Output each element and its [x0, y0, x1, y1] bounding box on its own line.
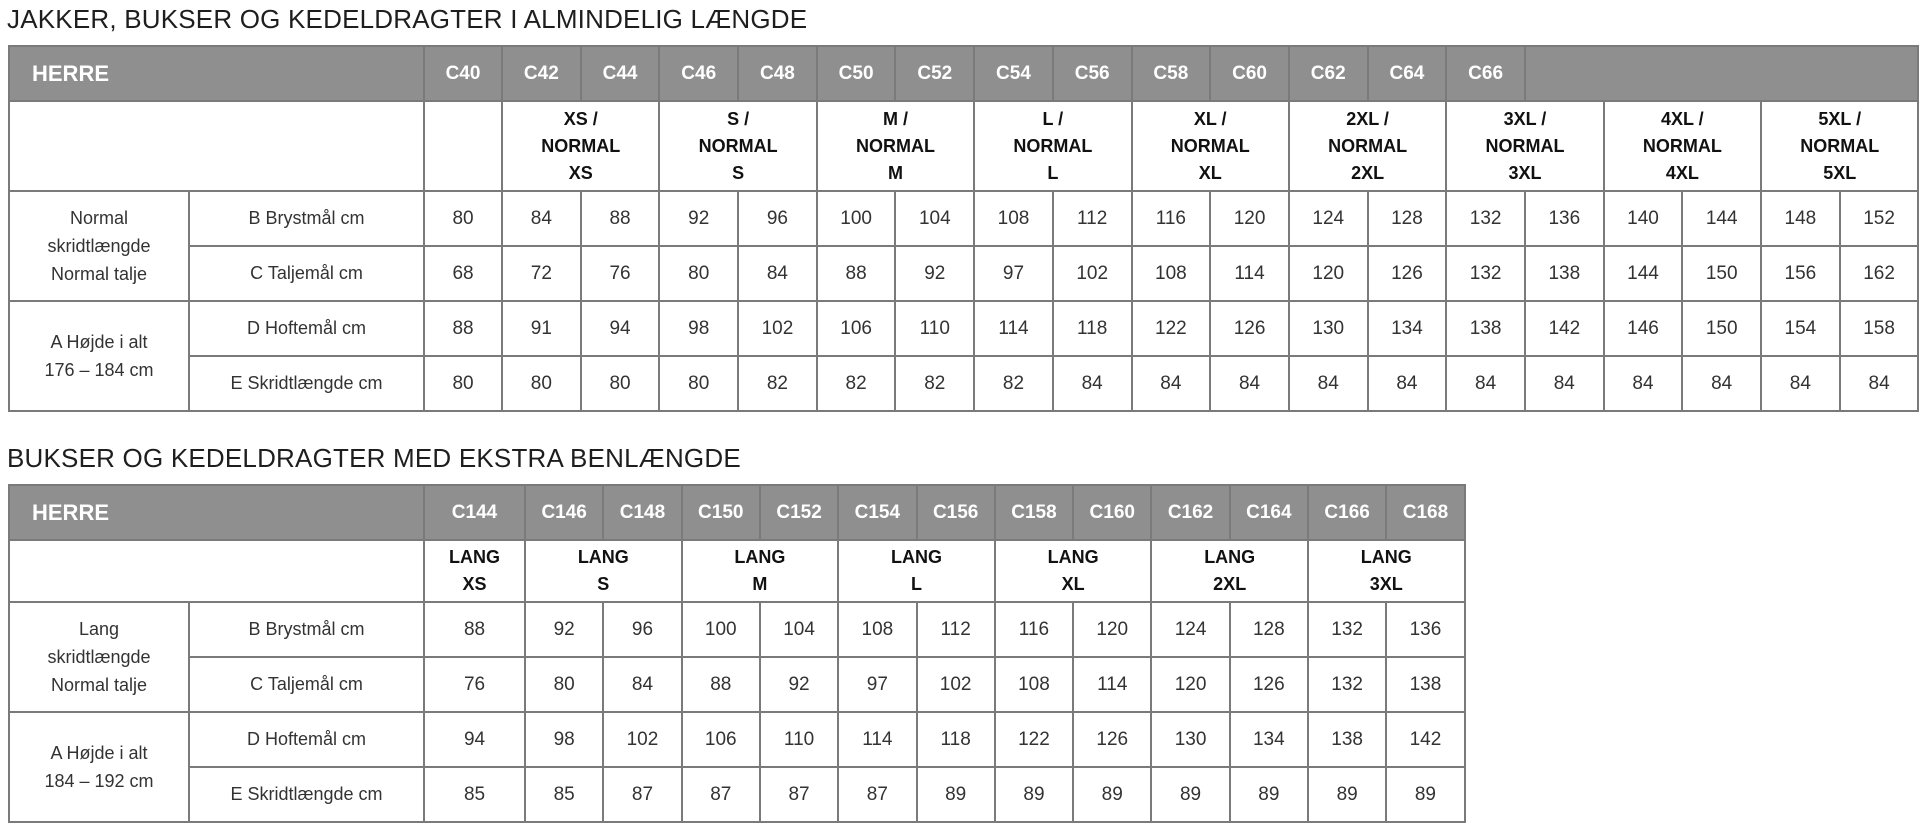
table-cell: 130	[1289, 301, 1368, 356]
size-label-line: LANG	[1360, 547, 1412, 567]
size-label-blank	[9, 540, 424, 602]
table-cell: 126	[1073, 712, 1151, 767]
table-cell: 134	[1368, 301, 1447, 356]
size-code: C56	[1053, 46, 1132, 101]
table-cell: 106	[817, 301, 896, 356]
row-group-label-line: 176 – 184 cm	[44, 360, 154, 380]
size-label-line: 3XL	[1508, 162, 1542, 183]
table-cell: 80	[581, 356, 660, 411]
table-cell: 84	[1053, 356, 1132, 411]
table-cell: 89	[1386, 767, 1464, 822]
table-cell: 80	[659, 246, 738, 301]
table-cell: 104	[895, 191, 974, 246]
table-cell: 98	[525, 712, 603, 767]
size-label-line: NORMAL	[1170, 135, 1250, 156]
size-label-line: 4XL /	[1660, 108, 1704, 129]
table-cell: 112	[917, 602, 995, 657]
size-label	[682, 540, 839, 602]
table-cell: 128	[1230, 602, 1308, 657]
size-label	[817, 101, 974, 191]
size-label-line: XS	[462, 574, 487, 594]
row-group-label-line: skridtlængde	[47, 647, 151, 667]
measurement-label: C Taljemål cm	[189, 657, 424, 712]
table-cell: 82	[895, 356, 974, 411]
table-cell: 114	[1073, 657, 1151, 712]
section-title-extra-length: BUKSER OG KEDELDRAGTER MED EKSTRA BENLÆNGDE	[7, 443, 741, 473]
size-label	[424, 101, 502, 191]
size-code: C162	[1151, 485, 1229, 540]
size-code: C60	[1210, 46, 1289, 101]
table-cell: 76	[581, 246, 660, 301]
table-cell: 152	[1840, 191, 1919, 246]
table-cell: 89	[1308, 767, 1386, 822]
measurement-label: B Brystmål cm	[189, 602, 424, 657]
table-cell: 138	[1525, 246, 1604, 301]
size-label-line: LANG	[577, 547, 629, 567]
table-cell: 132	[1446, 246, 1525, 301]
size-label	[995, 540, 1152, 602]
table-cell: 132	[1308, 657, 1386, 712]
section-title-normal-length: JAKKER, BUKSER OG KEDELDRAGTER I ALMINDELIG LÆNGDE	[7, 4, 808, 34]
size-label-line: M	[887, 162, 903, 183]
size-code: C50	[817, 46, 896, 101]
table-cell: 112	[1053, 191, 1132, 246]
table-cell: 82	[974, 356, 1053, 411]
header-row	[9, 46, 1918, 101]
table-cell: 132	[1308, 602, 1386, 657]
table-cell: 87	[760, 767, 838, 822]
table-cell: 108	[995, 657, 1073, 712]
table-cell: 118	[917, 712, 995, 767]
table-cell: 142	[1386, 712, 1464, 767]
size-label-row	[9, 540, 1465, 602]
size-label-line: XL /	[1193, 108, 1227, 129]
table-cell: 120	[1073, 602, 1151, 657]
size-code: C146	[525, 485, 603, 540]
size-code: C154	[838, 485, 916, 540]
table-cell: 156	[1761, 246, 1840, 301]
table-cell: 82	[817, 356, 896, 411]
table-cell: 94	[424, 712, 525, 767]
row-group-label-line: Normal	[69, 208, 128, 228]
measurement-label: E Skridtlængde cm	[189, 356, 424, 411]
size-code: C158	[995, 485, 1073, 540]
size-label-line: M /	[882, 108, 908, 129]
size-label	[1289, 101, 1446, 191]
table-cell: 126	[1230, 657, 1308, 712]
size-code: C54	[974, 46, 1053, 101]
size-code: C66	[1446, 46, 1525, 101]
row-group-label	[9, 301, 189, 411]
size-label-line: L	[1047, 162, 1059, 183]
table-cell: 72	[502, 246, 581, 301]
table-cell: 110	[895, 301, 974, 356]
size-label-line: LANG	[1047, 547, 1099, 567]
size-code: C152	[760, 485, 838, 540]
size-code: C160	[1073, 485, 1151, 540]
table-cell: 84	[502, 191, 581, 246]
table-cell: 88	[424, 301, 502, 356]
table-cell: 132	[1446, 191, 1525, 246]
table-cell: 96	[738, 191, 817, 246]
measurement-label: E Skridtlængde cm	[189, 767, 424, 822]
table-cell: 87	[603, 767, 681, 822]
table-row	[9, 356, 1918, 411]
size-label-line: LANG	[449, 547, 501, 567]
size-code: C46	[659, 46, 738, 101]
table-cell: 87	[838, 767, 916, 822]
table-cell: 102	[738, 301, 817, 356]
table-cell: 138	[1386, 657, 1464, 712]
row-group-label	[9, 712, 189, 822]
row-group-label-line: 184 – 192 cm	[44, 771, 154, 791]
table-cell: 120	[1289, 246, 1368, 301]
table-cell: 108	[838, 602, 916, 657]
table-cell: 84	[1289, 356, 1368, 411]
size-label-line: 4XL	[1665, 162, 1699, 183]
table-cell: 128	[1368, 191, 1447, 246]
size-label-line: XS	[568, 162, 593, 183]
size-label-line: XL	[1061, 574, 1085, 594]
size-code: C156	[917, 485, 995, 540]
size-label-row	[9, 101, 1918, 191]
table-cell: 84	[1840, 356, 1919, 411]
table-cell: 104	[760, 602, 838, 657]
table-cell: 138	[1446, 301, 1525, 356]
table-cell: 142	[1525, 301, 1604, 356]
table-cell: 84	[1210, 356, 1289, 411]
size-code: C164	[1230, 485, 1308, 540]
table-cell: 84	[1682, 356, 1761, 411]
size-code: C58	[1132, 46, 1211, 101]
measurement-label: C Taljemål cm	[189, 246, 424, 301]
table-cell: 82	[738, 356, 817, 411]
size-label	[525, 540, 682, 602]
row-group-label-line: skridtlængde	[47, 236, 151, 256]
measurement-label: B Brystmål cm	[189, 191, 424, 246]
table-cell: 140	[1604, 191, 1683, 246]
table-cell: 144	[1682, 191, 1761, 246]
table-cell: 122	[995, 712, 1073, 767]
size-label-line: 3XL	[1369, 574, 1403, 594]
table-cell: 100	[682, 602, 760, 657]
size-table-normal-length	[8, 45, 1919, 412]
table-cell: 84	[738, 246, 817, 301]
table-cell: 88	[581, 191, 660, 246]
size-label-line: NORMAL	[1800, 135, 1880, 156]
table-cell: 89	[1073, 767, 1151, 822]
table-cell: 122	[1132, 301, 1211, 356]
table-cell: 138	[1308, 712, 1386, 767]
table-cell: 92	[525, 602, 603, 657]
table-cell: 80	[525, 657, 603, 712]
size-label-line: M	[752, 574, 768, 594]
size-label-blank	[9, 101, 424, 191]
table-cell: 110	[760, 712, 838, 767]
size-code: C42	[502, 46, 581, 101]
size-label	[502, 101, 659, 191]
table-cell: 85	[424, 767, 525, 822]
table-cell: 88	[424, 602, 525, 657]
size-code: C40	[424, 46, 502, 101]
table-cell: 84	[1604, 356, 1683, 411]
size-label-line: S	[597, 574, 610, 594]
size-label-line: LANG	[1204, 547, 1256, 567]
table-cell: 126	[1368, 246, 1447, 301]
table-cell: 114	[974, 301, 1053, 356]
size-code: C62	[1289, 46, 1368, 101]
size-label	[1761, 101, 1918, 191]
size-label-line: XS /	[563, 108, 598, 129]
table-cell: 134	[1230, 712, 1308, 767]
table-cell: 80	[659, 356, 738, 411]
table-cell: 84	[1525, 356, 1604, 411]
table-cell: 84	[1446, 356, 1525, 411]
table-cell: 97	[838, 657, 916, 712]
size-code: C52	[895, 46, 974, 101]
size-label	[1308, 540, 1465, 602]
size-label	[1604, 101, 1761, 191]
table-cell: 89	[1151, 767, 1229, 822]
row-group-label	[9, 602, 189, 712]
size-label-line: NORMAL	[1328, 135, 1408, 156]
table-row	[9, 712, 1465, 767]
row-group-label	[9, 191, 189, 301]
size-label-line: S	[732, 162, 745, 183]
size-code: C144	[424, 485, 525, 540]
table-row	[9, 767, 1465, 822]
row-group-label-line: A Højde i alt	[50, 332, 148, 352]
table-cell: 84	[603, 657, 681, 712]
size-label	[1132, 101, 1289, 191]
table-cell: 89	[995, 767, 1073, 822]
measurement-label: D Hoftemål cm	[189, 301, 424, 356]
table-cell: 76	[424, 657, 525, 712]
table-cell: 144	[1604, 246, 1683, 301]
table-cell: 92	[760, 657, 838, 712]
table-cell: 88	[817, 246, 896, 301]
table-cell: 118	[1053, 301, 1132, 356]
table-cell: 98	[659, 301, 738, 356]
size-code: C48	[738, 46, 817, 101]
table-cell: 114	[838, 712, 916, 767]
size-label	[974, 101, 1131, 191]
size-label-line: NORMAL	[698, 135, 778, 156]
table-cell: 89	[1230, 767, 1308, 822]
size-label	[1446, 101, 1603, 191]
size-label-line: NORMAL	[1485, 135, 1565, 156]
table-cell: 92	[895, 246, 974, 301]
table-cell: 108	[1132, 246, 1211, 301]
table-cell: 148	[1761, 191, 1840, 246]
table-cell: 116	[995, 602, 1073, 657]
header-label: HERRE	[9, 485, 424, 540]
table-cell: 89	[917, 767, 995, 822]
table-cell: 80	[424, 356, 502, 411]
table-cell: 102	[603, 712, 681, 767]
table-cell: 136	[1525, 191, 1604, 246]
table-cell: 106	[682, 712, 760, 767]
table-cell: 126	[1210, 301, 1289, 356]
size-code: C148	[603, 485, 681, 540]
header-empty	[1525, 46, 1918, 101]
size-code: C44	[581, 46, 660, 101]
table-cell: 94	[581, 301, 660, 356]
table-cell: 87	[682, 767, 760, 822]
table-cell: 84	[1368, 356, 1447, 411]
size-code: C150	[682, 485, 760, 540]
size-label-line: NORMAL	[855, 135, 935, 156]
table-cell: 80	[424, 191, 502, 246]
table-cell: 114	[1210, 246, 1289, 301]
row-group-label-line: Lang	[78, 619, 120, 639]
size-label-line: 5XL /	[1818, 108, 1862, 129]
table-cell: 146	[1604, 301, 1683, 356]
table-cell: 162	[1840, 246, 1919, 301]
table-cell: 130	[1151, 712, 1229, 767]
table-row	[9, 191, 1918, 246]
table-cell: 80	[502, 356, 581, 411]
size-label-line: NORMAL	[1013, 135, 1093, 156]
table-cell: 124	[1289, 191, 1368, 246]
table-cell: 68	[424, 246, 502, 301]
size-label-line: 2XL	[1213, 574, 1247, 594]
table-cell: 154	[1761, 301, 1840, 356]
size-label	[659, 101, 816, 191]
table-cell: 102	[917, 657, 995, 712]
table-cell: 150	[1682, 246, 1761, 301]
size-label	[838, 540, 995, 602]
size-label-line: 5XL	[1823, 162, 1857, 183]
table-cell: 96	[603, 602, 681, 657]
table-row	[9, 602, 1465, 657]
size-label-line: 3XL /	[1503, 108, 1547, 129]
table-row	[9, 301, 1918, 356]
table-cell: 158	[1840, 301, 1919, 356]
size-label-line: L	[911, 574, 922, 594]
size-label-line: LANG	[891, 547, 942, 567]
size-label-line: L /	[1042, 108, 1064, 129]
size-label-line: NORMAL	[541, 135, 621, 156]
size-table-extra-length	[8, 484, 1466, 823]
table-cell: 100	[817, 191, 896, 246]
size-label-line: S /	[727, 108, 750, 129]
header-label: HERRE	[9, 46, 424, 101]
table-cell: 150	[1682, 301, 1761, 356]
table-cell: 136	[1386, 602, 1464, 657]
table-cell: 116	[1132, 191, 1211, 246]
table-cell: 84	[1132, 356, 1211, 411]
size-label-line: 2XL	[1351, 162, 1385, 183]
table-cell: 91	[502, 301, 581, 356]
size-code: C64	[1368, 46, 1447, 101]
row-group-label-line: Normal talje	[50, 264, 148, 284]
size-code: C168	[1386, 485, 1464, 540]
size-label-line: 2XL /	[1346, 108, 1389, 129]
measurement-label: D Hoftemål cm	[189, 712, 424, 767]
size-label	[424, 540, 525, 602]
table-cell: 120	[1210, 191, 1289, 246]
size-label-line: NORMAL	[1642, 135, 1722, 156]
size-label-line: XL	[1198, 162, 1222, 183]
table-cell: 120	[1151, 657, 1229, 712]
row-group-label-line: A Højde i alt	[50, 743, 148, 763]
size-label	[1151, 540, 1308, 602]
table-cell: 102	[1053, 246, 1132, 301]
row-group-label-line: Normal talje	[50, 675, 148, 695]
table-cell: 85	[525, 767, 603, 822]
table-row	[9, 246, 1918, 301]
header-row	[9, 485, 1465, 540]
table-cell: 84	[1761, 356, 1840, 411]
table-cell: 124	[1151, 602, 1229, 657]
size-code: C166	[1308, 485, 1386, 540]
size-label-line: LANG	[734, 547, 786, 567]
table-cell: 88	[682, 657, 760, 712]
table-cell: 108	[974, 191, 1053, 246]
table-row	[9, 657, 1465, 712]
table-cell: 97	[974, 246, 1053, 301]
table-cell: 92	[659, 191, 738, 246]
